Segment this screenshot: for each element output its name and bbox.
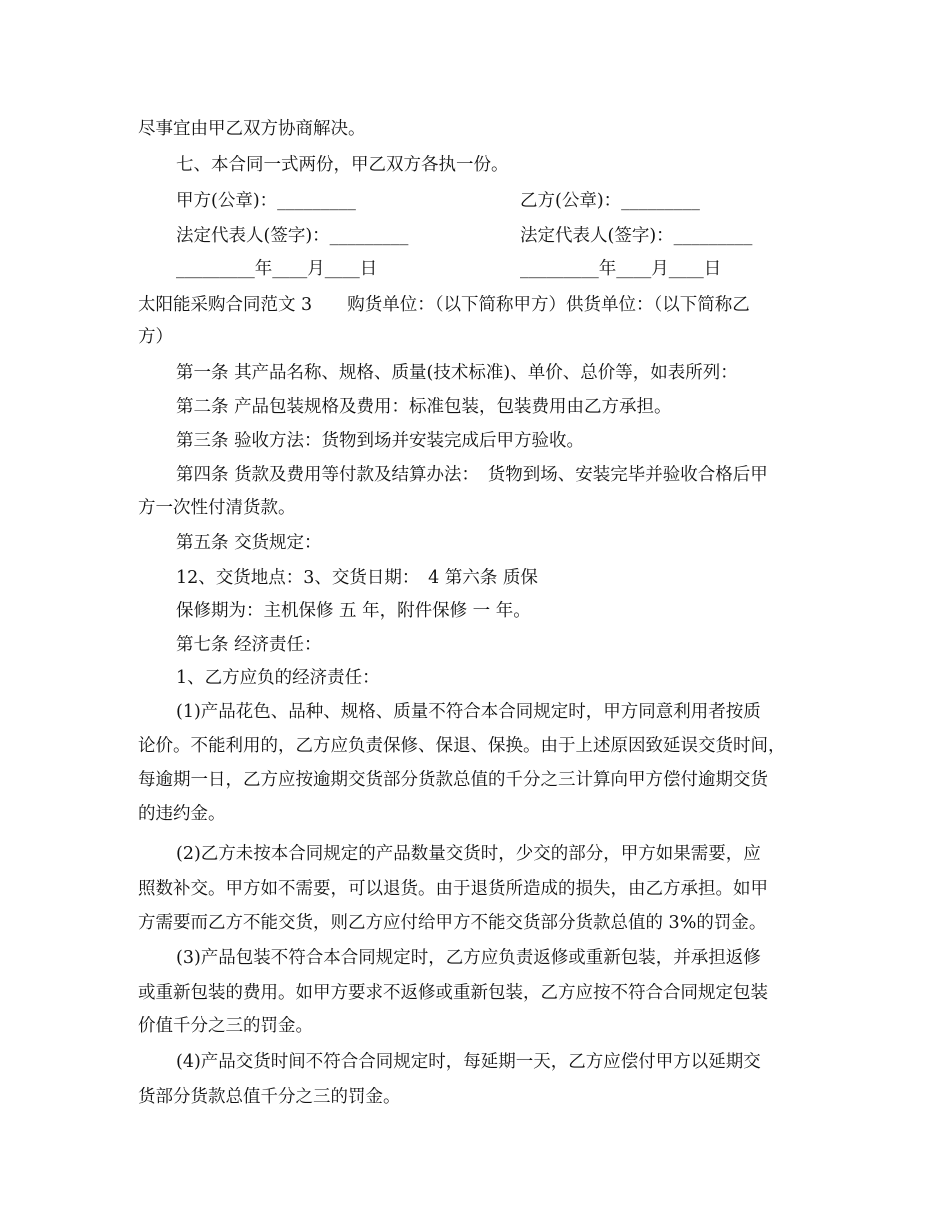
text-line: 尽事宜由甲乙双方协商解决。 [138,119,366,139]
paragraph-one-line: (1)产品花色、品种、规格、质量不符合本合同规定时，甲方同意利用者按质 [176,702,761,722]
article-five: 第五条 交货规定： [176,533,322,553]
party-a-representative: 法定代表人(签字)：_________ [176,226,409,246]
contract-title-line: 太阳能采购合同范文 3 购货单位：（以下简称甲方）供货单位：（以下简称乙 [138,295,750,315]
paragraph-one-line: 的违约金。 [138,804,226,824]
paragraph-four-line: (4)产品交货时间不符合合同规定时，每延期一天，乙方应偿付甲方以延期交 [176,1052,761,1072]
party-b-representative: 法定代表人(签字)：_________ [520,226,753,246]
party-b-seal: 乙方(公章)：_________ [520,191,700,211]
contract-title-line-cont: 方） [138,327,173,347]
paragraph-two-line: (2)乙方未按本合同规定的产品数量交货时，少交的部分，甲方如果需要，应 [176,844,761,864]
article-four: 第四条 货款及费用等付款及结算办法： 货物到场、安装完毕并验收合格后甲 [176,465,768,485]
clause-seven: 七、本合同一式两份，甲乙双方各执一份。 [176,155,509,175]
paragraph-three-line: 价值千分之三的罚金。 [138,1016,313,1036]
paragraph-two-line: 方需要而乙方不能交货，则乙方应付给甲方不能交货部分货款总值的 3%的罚金。 [138,913,767,933]
warranty-period: 保修期为：主机保修 五 年，附件保修 一 年。 [176,601,531,621]
article-three: 第三条 验收方法：货物到场并安装完成后甲方验收。 [176,431,585,451]
article-five-detail: 12、交货地点：3、交货日期： 4 第六条 质保 [176,568,538,588]
paragraph-four-line: 货部分货款总值千分之三的罚金。 [138,1087,401,1107]
paragraph-two-line: 照数补交。甲方如不需要，可以退货。由于退货所造成的损失，由乙方承担。如甲 [138,879,768,899]
party-a-date: _________年____月____日 [176,259,378,279]
party-a-seal: 甲方(公章)：_________ [176,191,356,211]
article-one: 第一条 其产品名称、规格、质量(技术标准)、单价、总价等，如表所列： [176,363,738,383]
article-four-cont: 方一次性付清货款。 [138,498,296,518]
article-seven: 第七条 经济责任： [176,635,322,655]
paragraph-one-line: 每逾期一日，乙方应按逾期交货部分货款总值的千分之三计算向甲方偿付逾期交货 [138,770,768,790]
party-b-date: _________年____月____日 [520,259,722,279]
paragraph-one-line: 论价。不能利用的，乙方应负责保修、保退、保换。由于上述原因致延误交货时间， [138,736,786,756]
paragraph-three-line: (3)产品包装不符合本合同规定时，乙方应负责返修或重新包装，并承担返修 [176,948,761,968]
article-two: 第二条 产品包装规格及费用：标准包装，包装费用由乙方承担。 [176,397,672,417]
paragraph-three-line: 或重新包装的费用。如甲方要求不返修或重新包装，乙方应按不符合合同规定包装 [138,983,768,1003]
responsibility-heading: 1、乙方应负的经济责任： [176,668,380,688]
